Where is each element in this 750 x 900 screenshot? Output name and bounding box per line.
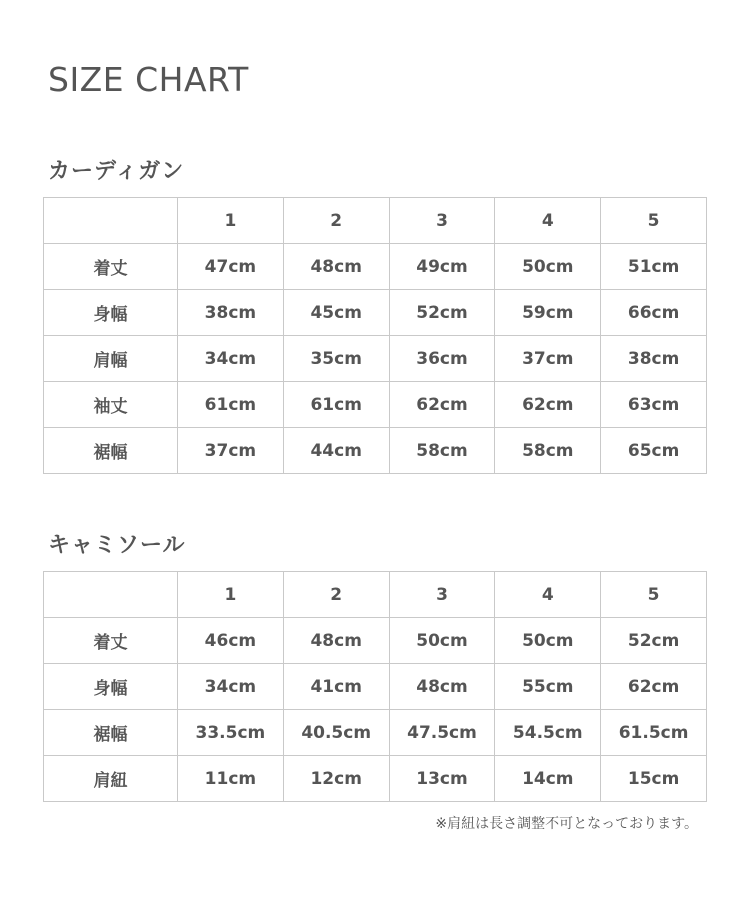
header-cell: 1: [178, 572, 284, 618]
table-row: [44, 664, 707, 710]
table-row: [44, 710, 707, 756]
header-cell: [44, 572, 178, 618]
table-cell: 50cm: [495, 244, 601, 290]
table-cell: 66cm: [601, 290, 707, 336]
table-cell: 61cm: [283, 382, 389, 428]
table-cell: 11cm: [178, 756, 284, 802]
table-cell: 49cm: [389, 244, 495, 290]
table-cell: 45cm: [283, 290, 389, 336]
table-row: [44, 290, 707, 336]
table-cell: 47.5cm: [389, 710, 495, 756]
table-header-row: [44, 572, 707, 618]
table-row: [44, 336, 707, 382]
row-label: 身幅: [44, 664, 178, 710]
table-cell: 38cm: [601, 336, 707, 382]
table-cell: 40.5cm: [283, 710, 389, 756]
table-row: [44, 244, 707, 290]
table-cell: 14cm: [495, 756, 601, 802]
table-cell: 51cm: [601, 244, 707, 290]
table-cell: 59cm: [495, 290, 601, 336]
cardigan-size-table: [43, 197, 707, 474]
header-cell: 1: [178, 198, 284, 244]
table-cell: 58cm: [389, 428, 495, 474]
row-label: 袖丈: [44, 382, 178, 428]
header-cell: 4: [495, 198, 601, 244]
cardigan-section-title: カーディガン: [48, 159, 185, 184]
row-label: 裾幅: [44, 710, 178, 756]
table-cell: 41cm: [283, 664, 389, 710]
table-cell: 34cm: [178, 664, 284, 710]
camisole-size-table: [43, 571, 707, 802]
row-label: 着丈: [44, 244, 178, 290]
table-cell: 48cm: [389, 664, 495, 710]
page-title: SIZE CHART: [48, 60, 249, 99]
table-header-row: [44, 198, 707, 244]
header-cell: 3: [389, 572, 495, 618]
table-row: [44, 428, 707, 474]
table-row: [44, 756, 707, 802]
table-cell: 54.5cm: [495, 710, 601, 756]
table-cell: 52cm: [389, 290, 495, 336]
table-cell: 61.5cm: [601, 710, 707, 756]
table-cell: 52cm: [601, 618, 707, 664]
table-cell: 38cm: [178, 290, 284, 336]
table-row: [44, 618, 707, 664]
row-label: 肩紐: [44, 756, 178, 802]
table-cell: 55cm: [495, 664, 601, 710]
row-label: 肩幅: [44, 336, 178, 382]
header-cell: [44, 198, 178, 244]
table-cell: 12cm: [283, 756, 389, 802]
header-cell: 2: [283, 572, 389, 618]
table-cell: 47cm: [178, 244, 284, 290]
header-cell: 4: [495, 572, 601, 618]
row-label: 着丈: [44, 618, 178, 664]
header-cell: 5: [601, 572, 707, 618]
table-cell: 37cm: [178, 428, 284, 474]
table-cell: 62cm: [495, 382, 601, 428]
camisole-section-title: キャミソール: [48, 533, 186, 558]
table-cell: 36cm: [389, 336, 495, 382]
table-cell: 50cm: [495, 618, 601, 664]
table-cell: 65cm: [601, 428, 707, 474]
header-cell: 5: [601, 198, 707, 244]
table-cell: 35cm: [283, 336, 389, 382]
table-cell: 62cm: [389, 382, 495, 428]
row-label: 裾幅: [44, 428, 178, 474]
table-cell: 48cm: [283, 244, 389, 290]
table-cell: 33.5cm: [178, 710, 284, 756]
table-row: [44, 382, 707, 428]
table-cell: 44cm: [283, 428, 389, 474]
table-cell: 37cm: [495, 336, 601, 382]
header-cell: 3: [389, 198, 495, 244]
row-label: 身幅: [44, 290, 178, 336]
table-cell: 48cm: [283, 618, 389, 664]
table-cell: 46cm: [178, 618, 284, 664]
table-cell: 15cm: [601, 756, 707, 802]
table-cell: 50cm: [389, 618, 495, 664]
table-cell: 58cm: [495, 428, 601, 474]
strap-note: ※肩紐は長さ調整不可となっております。: [435, 816, 698, 832]
header-cell: 2: [283, 198, 389, 244]
table-cell: 13cm: [389, 756, 495, 802]
table-cell: 34cm: [178, 336, 284, 382]
table-cell: 63cm: [601, 382, 707, 428]
table-cell: 61cm: [178, 382, 284, 428]
table-cell: 62cm: [601, 664, 707, 710]
